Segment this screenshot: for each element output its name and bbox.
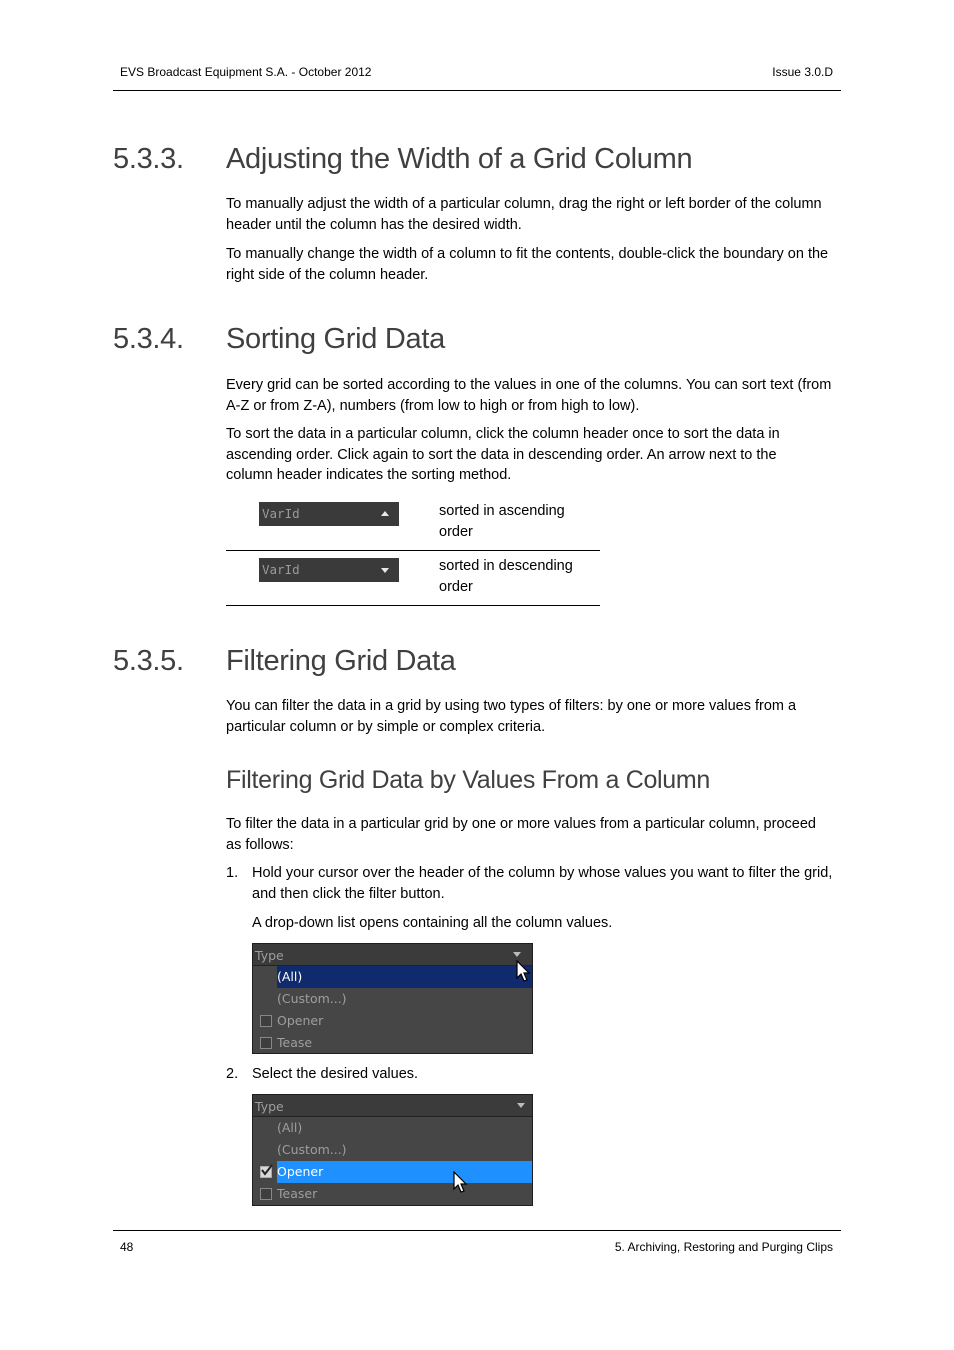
step-note: A drop-down list opens containing all the column values. [252, 915, 613, 931]
footer-chapter: 5. Archiving, Restoring and Purging Clips [614, 1240, 833, 1254]
list-item[interactable]: (Custom...) [277, 1142, 347, 1157]
subsection-title: Filtering Grid Data by Values From a Column [226, 766, 711, 794]
footer-rule [113, 1230, 841, 1231]
table-bottom-rule [226, 605, 600, 606]
dropdown-header[interactable] [253, 1095, 532, 1117]
filter-icon[interactable] [513, 952, 521, 957]
column-header-sorted-ascending[interactable] [259, 502, 399, 526]
list-item[interactable]: (All) [277, 1120, 303, 1135]
checkbox[interactable] [260, 1188, 272, 1200]
header-rule [113, 90, 841, 91]
paragraph: To filter the data in a particular grid by one or more values from a particular column, proceed as follows: [226, 816, 816, 853]
list-item[interactable]: (All) [277, 969, 303, 984]
paragraph: To manually adjust the width of a particular column, drag the right or left border of the column header until the column has the desired width. [226, 196, 822, 233]
checkmark-icon [260, 1163, 274, 1177]
table-cell-desc: sorted in descending order [439, 558, 573, 595]
arrow-up-icon [381, 511, 389, 516]
section-number: 5.3.3. [113, 143, 184, 175]
list-item[interactable]: Tease [277, 1035, 313, 1050]
dropdown-header-label: Type [255, 1099, 284, 1114]
step-number: 2. [226, 1066, 239, 1082]
checkbox[interactable] [260, 1015, 272, 1027]
list-item[interactable]: (Custom...) [277, 991, 347, 1006]
column-header-sorted-descending[interactable] [259, 558, 399, 582]
section-number: 5.3.4. [113, 323, 184, 355]
table-cell-desc: sorted in ascending order [439, 503, 565, 540]
section-number: 5.3.5. [113, 645, 184, 677]
mouse-cursor-icon [516, 960, 532, 984]
list-item[interactable]: Opener [277, 1164, 324, 1179]
paragraph: To sort the data in a particular column, click the column header once to sort the data in ascending order. Click again to sort the data in descending order. An arrow next to the column header indicates the sorting method. [226, 426, 780, 483]
section-title: Filtering Grid Data [226, 645, 456, 677]
table-divider [226, 550, 600, 551]
filter-dropdown-all[interactable] [252, 943, 533, 1054]
mouse-cursor-icon [453, 1171, 469, 1195]
step-text: Select the desired values. [252, 1066, 419, 1082]
step-number: 1. [226, 865, 239, 881]
paragraph: Every grid can be sorted according to the values in one of the columns. You can sort text (from A-Z or from Z-A), numbers (from low to high or from high to low). [226, 377, 832, 414]
dropdown-header[interactable] [253, 944, 532, 966]
header-left: EVS Broadcast Equipment S.A. - October 2012 [120, 65, 372, 79]
header-right: Issue 3.0.D [772, 65, 833, 79]
selected-highlight [277, 966, 532, 988]
column-header-label: VarId [262, 562, 300, 577]
section-title: Sorting Grid Data [226, 323, 445, 355]
step-text: Hold your cursor over the header of the column by whose values you want to filter the grid, and then click the filter button. [252, 865, 833, 902]
filter-dropdown-values[interactable] [252, 1094, 533, 1206]
page-number: 48 [120, 1240, 134, 1254]
list-item[interactable]: Teaser [277, 1186, 318, 1201]
paragraph: To manually change the width of a column to fit the contents, double-click the boundary on the right side of the column header. [226, 246, 829, 283]
paragraph: You can filter the data in a grid by using two types of filters: by one or more values from a particular column or by simple or complex criteria. [226, 698, 797, 735]
checkbox[interactable] [260, 1037, 272, 1049]
list-item[interactable]: Opener [277, 1013, 324, 1028]
dropdown-header-label: Type [255, 948, 284, 963]
column-header-label: VarId [262, 506, 300, 521]
filter-icon[interactable] [517, 1103, 525, 1108]
section-title: Adjusting the Width of a Grid Column [226, 143, 693, 175]
arrow-down-icon [381, 568, 389, 573]
